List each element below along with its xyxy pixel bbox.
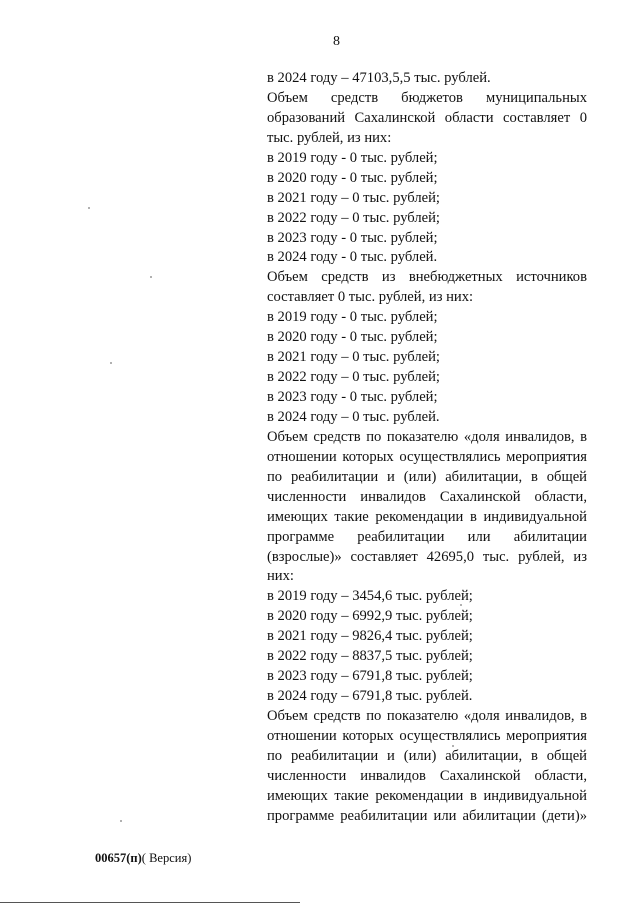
text-line: (взрослые)» составляет 42695,0 тыс. рублей, из [267,548,587,565]
text-line: по реабилитации и (или) абилитации, в общей [267,747,587,764]
text-line: в 2024 году - 0 тыс. рублей. [267,249,438,266]
text-line: в 2019 году - 0 тыс. рублей; [267,149,438,166]
text-line: в 2023 году - 0 тыс. рублей; [267,389,438,405]
text-line: имеющих такие рекомендации в индивидуальной [267,508,587,525]
footer-divider [0,902,300,903]
text-line: в 2022 году – 0 тыс. рублей; [267,369,440,386]
text-line: тыс. рублей, из них: [267,129,392,146]
document-body [267,69,587,827]
scan-speck [110,362,112,364]
text-line: по реабилитации и (или) абилитации, в общей [267,468,587,485]
scan-speck [460,604,462,606]
text-line: в 2019 году – 3454,6 тыс. рублей; [267,588,473,605]
scan-speck [452,745,454,747]
text-line: в 2024 году – 47103,5,5 тыс. рублей. [267,70,491,86]
scan-speck [120,820,122,822]
text-line: программе реабилитации или абилитации (дети)» [267,807,587,824]
text-line: в 2020 году - 0 тыс. рублей; [267,329,438,346]
text-line: отношении которых осуществлялись мероприятия [267,448,587,465]
text-line: в 2023 году – 6791,8 тыс. рублей; [267,668,473,685]
text-line: Объем средств бюджетов муниципальных [267,89,587,106]
document-version-label: ( Версия) [141,851,192,865]
document-code-number: 00657(п) [95,851,142,865]
text-line: Объем средств из внебюджетных источников [267,269,587,286]
text-line: в 2021 году – 9826,4 тыс. рублей; [267,628,473,645]
text-line: Объем средств по показателю «доля инвалидов, в [267,708,587,724]
text-line: них: [267,568,294,585]
scan-speck [88,207,90,209]
text-line: в 2022 году – 8837,5 тыс. рублей; [267,648,473,665]
text-line: в 2022 году – 0 тыс. рублей; [267,209,440,226]
text-line: составляет 0 тыс. рублей, из них: [267,289,474,306]
scan-speck [150,276,152,278]
text-line: отношении которых осуществлялись мероприятия [267,727,587,744]
text-line: в 2019 году - 0 тыс. рублей; [267,309,438,326]
text-line: в 2021 году – 0 тыс. рублей; [267,189,440,206]
text-line: образований Сахалинской области составляет 0 [267,109,587,126]
text-line: в 2024 году – 6791,8 тыс. рублей. [267,688,473,705]
text-line: численности инвалидов Сахалинской области, [267,488,587,505]
text-line: Объем средств по показателю «доля инвалидов, в [267,428,587,445]
text-line: в 2020 году – 6992,9 тыс. рублей; [267,608,473,625]
document-code [95,851,191,866]
text-line: программе реабилитации или абилитации [267,528,587,545]
text-line: в 2024 году – 0 тыс. рублей. [267,408,440,425]
page-number: 8 [333,34,340,49]
text-line: в 2021 году – 0 тыс. рублей; [267,349,440,366]
text-line: имеющих такие рекомендации в индивидуальной [267,787,587,804]
text-line: численности инвалидов Сахалинской области, [267,767,587,784]
text-line: в 2020 году - 0 тыс. рублей; [267,169,438,186]
text-line: в 2023 году - 0 тыс. рублей; [267,229,438,246]
